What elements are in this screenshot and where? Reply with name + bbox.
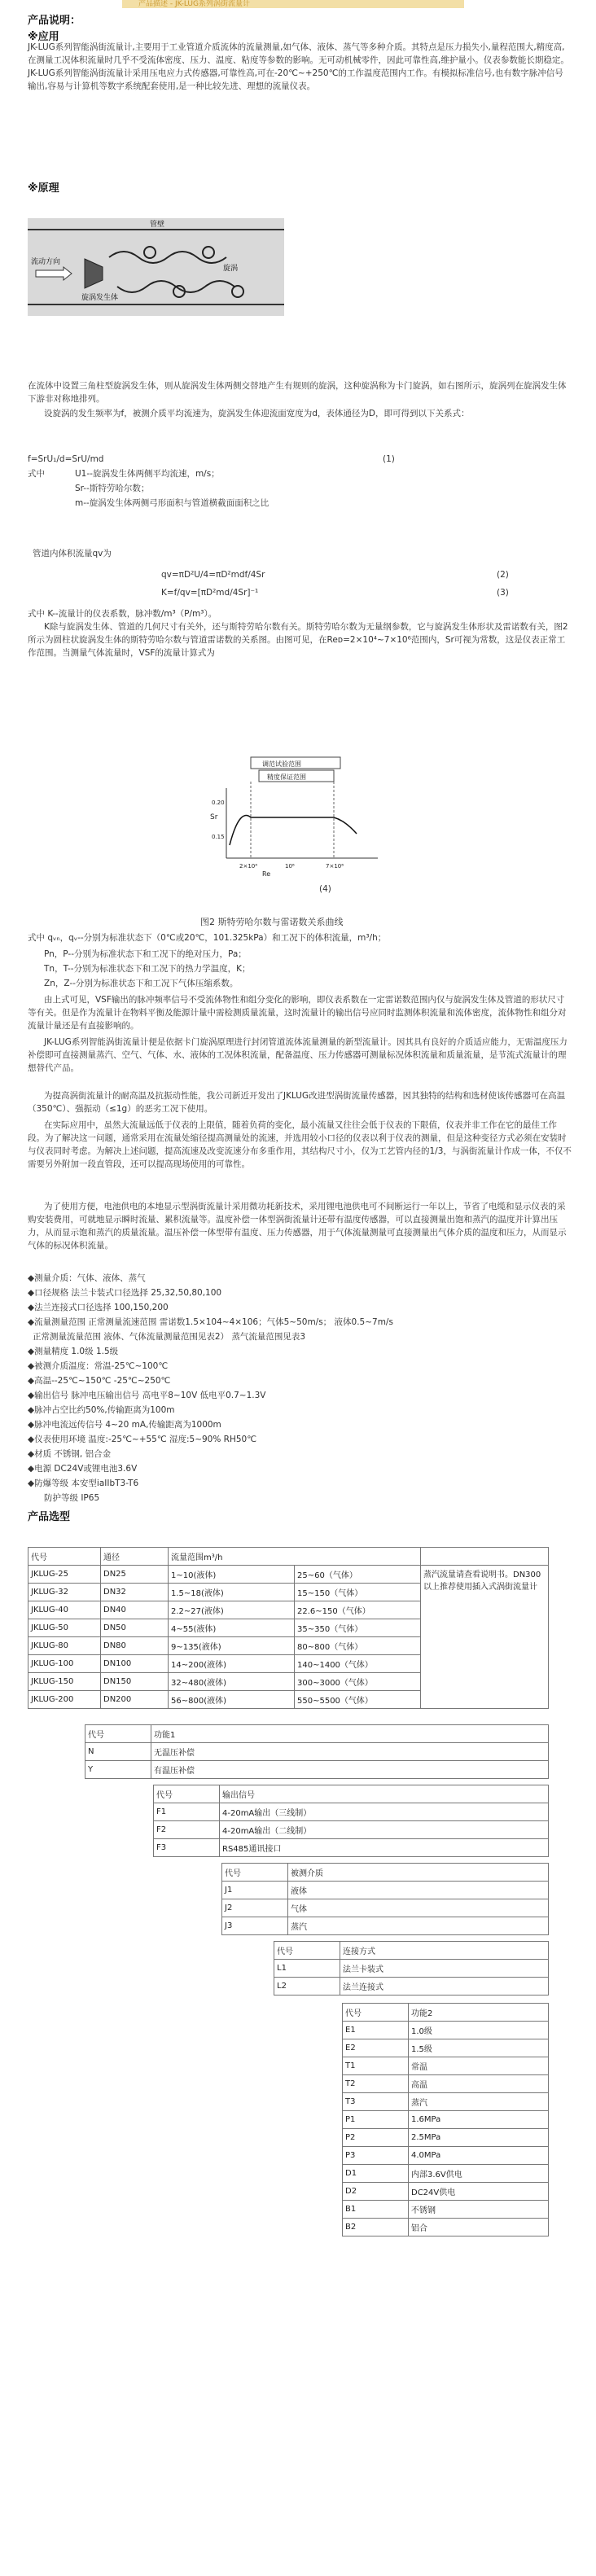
spec-11: ◆脉冲电流远传信号 4~20 mA,传输距离为1000m xyxy=(28,1420,221,1430)
pipe-wall-label: 管壁 xyxy=(150,221,165,229)
flow-arrow-icon xyxy=(36,267,72,280)
function2-table xyxy=(342,2003,549,2236)
var-z: Zn，Z--分别为标准状态下和工况下气体压缩系数。 xyxy=(44,979,239,988)
table-cell: 56~800(液体) xyxy=(169,1691,295,1709)
principle-paragraph-4: K除与旋涡发生体、管道的几何尺寸有关外，还与斯特劳哈尔数有关。斯特劳哈尔数为无量纲参数，它与旋涡发生体形状及雷诺数有关，图2所示为圆柱状旋涡发生体的斯特劳哈尔数与管道雷诺数的关系图。由图可见，在Reᴅ=2×10⁴~7×10⁶范围内，Sr可视为常数，这是仪表正常工作范围。当测量气体流量时，VSF的流量计算式为 xyxy=(28,622,568,658)
table-row xyxy=(343,2147,549,2165)
table-cell: DN80 xyxy=(101,1637,169,1655)
table-cell: 蒸汽 xyxy=(409,2093,549,2111)
spec-15: ◆防爆等级 本安型iaIIbT3-T6 xyxy=(28,1479,139,1488)
table-cell: 不锈钢 xyxy=(409,2201,549,2219)
table-cell: T1 xyxy=(343,2057,409,2075)
table-cell: J3 xyxy=(222,1917,288,1935)
table-cell: 4.0MPa xyxy=(409,2147,549,2165)
table-cell: 80~800（气体） xyxy=(295,1637,421,1655)
selection-header-row xyxy=(28,1548,549,1566)
generator-label: 旋涡发生体 xyxy=(81,294,119,302)
table-cell: 25~60（气体） xyxy=(295,1566,421,1584)
table-row xyxy=(274,1978,549,1996)
spec-12: ◆仪表使用环境 温度:-25℃~+55℃ 湿度:5~90% RH50℃ xyxy=(28,1435,257,1444)
where-item-2: Sr--斯特劳哈尔数； xyxy=(75,484,150,493)
table-row xyxy=(343,2004,549,2022)
table-cell: L1 xyxy=(274,1960,340,1978)
table-cell: JKLUG-40 xyxy=(28,1601,101,1619)
table-cell: T2 xyxy=(343,2075,409,2093)
vortex-label: 旋涡 xyxy=(223,265,239,273)
table-cell: 功能1 xyxy=(151,1725,549,1743)
table-cell: 22.6~150（气体） xyxy=(295,1601,421,1619)
table-cell: P2 xyxy=(343,2129,409,2147)
table-cell: F3 xyxy=(154,1839,220,1857)
table-cell: 蒸汽 xyxy=(288,1917,549,1935)
table-row xyxy=(85,1761,549,1779)
chart-x-tick-2: 10⁶ xyxy=(285,863,295,870)
spec-6: ◆测量精度 1.0级 1.5级 xyxy=(28,1347,119,1356)
table-cell: D1 xyxy=(343,2165,409,2183)
table-cell: 被测介质 xyxy=(288,1864,549,1882)
sel-head-range: 流量范围m³/h xyxy=(169,1548,421,1566)
table-row xyxy=(343,2022,549,2039)
table-cell: F1 xyxy=(154,1803,220,1821)
table-cell: DN40 xyxy=(101,1601,169,1619)
chart-y-tick-2: 0.15 xyxy=(212,834,225,840)
table-cell: F2 xyxy=(154,1821,220,1839)
table-row xyxy=(343,2039,549,2057)
table-row xyxy=(343,2219,549,2236)
table-cell: L2 xyxy=(274,1978,340,1996)
table-row xyxy=(85,1743,549,1761)
table-cell: 9~135(液体) xyxy=(169,1637,295,1655)
table-row xyxy=(343,2201,549,2219)
table-cell: B1 xyxy=(343,2201,409,2219)
selection-table xyxy=(28,1547,549,1709)
table-row xyxy=(343,2075,549,2093)
sel-head-note xyxy=(421,1548,549,1566)
vortex-generator-icon xyxy=(85,259,103,288)
formula-3: K=f/qv=[πD²md/4Sr]⁻¹ xyxy=(161,588,259,598)
table-cell: 内部3.6V供电 xyxy=(409,2165,549,2183)
formula-2: qv=πD²U/4=πD²mdf/4Sr xyxy=(161,570,265,580)
table-cell: 连接方式 xyxy=(340,1942,549,1960)
chart-y-tick-1: 0.20 xyxy=(212,800,225,806)
spec-9: ◆输出信号 脉冲电压输出信号 高电平8~10V 低电平0.7~1.3V xyxy=(28,1391,266,1400)
spec-5: 正常测量流量范围 液体、气体流量测量范围见表2） 蒸气流量范围见表3 xyxy=(33,1332,306,1342)
principle-paragraph-10: 为了使用方便，电池供电的本地显示型涡街流量计采用微功耗新技术，采用锂电池供电可不间断运行一年以上，节省了电缆和显示仪表的采购安装费用，可就地显示瞬时流量、累积流量等。温度补偿一体型涡街流量计还带有温度传感器，可以直接测量出饱和蒸汽的温度并计算出压力，从而显示饱和蒸汽的质量流量。温压补偿一体型带有温度、压力传感器，用于气体流量测量可直接测量出气体介质的温度和压力，从而显示气体的标况体积流量。 xyxy=(28,1202,567,1251)
principle-paragraph-9: 在实际应用中，虽然大流量远低于仪表的上限值，随着负荷的变化，最小流量又往往会低于仪表的下限值，仪表并非工作在它的最佳工作段。为了解决这一问题，通常采用在流量处缩径提高测量处的流速，并选用较小口径的仪表以利于仪表的测量，但是这种变径方式必须在安装时与仪表同时考虑。为解决上述问题，提高流速及改变流速分布多重作用，其结构尺寸小，仅为工艺管内径的1/3，与涡街流量计作成一体，不仅不需要另外附加一段直管段，还可以提高现场使用的可靠性。 xyxy=(28,1120,572,1169)
sel-head-code: 代号 xyxy=(28,1548,101,1566)
chart-y-axis-label: Sr xyxy=(210,813,218,821)
table-cell: 300~3000（气体） xyxy=(295,1673,421,1691)
spec-7: ◆被测介质温度：常温-25℃~100℃ xyxy=(28,1361,169,1371)
table-cell: 无温压补偿 xyxy=(151,1743,549,1761)
table-cell: DN25 xyxy=(101,1566,169,1584)
spec-16: 防护等级 IP65 xyxy=(44,1493,100,1503)
table-row xyxy=(343,2129,549,2147)
table-cell: 代号 xyxy=(343,2004,409,2022)
table-cell: Y xyxy=(85,1761,151,1779)
where-label: 式中 xyxy=(28,469,45,479)
principle-paragraph-1: 在流体中设置三角柱型旋涡发生体，则从旋涡发生体两侧交替地产生有规则的旋涡，这种旋涡称为卡门旋涡，如右图所示，旋涡列在旋涡发生体下游非对称地排列。 xyxy=(28,381,567,404)
table-cell: 1~10(液体) xyxy=(169,1566,295,1584)
principle-paragraph-2: 设旋涡的发生频率为f，被测介质平均流速为，旋涡发生体迎流面宽度为d，表体通径为D，即可得到以下关系式： xyxy=(44,409,470,418)
spec-10: ◆脉冲占空比约50%,传输距离为100m xyxy=(28,1405,175,1415)
table-row xyxy=(343,2057,549,2075)
formula-4-number: (4) xyxy=(319,884,331,894)
table-cell: JKLUG-200 xyxy=(28,1691,101,1709)
strouhal-reynolds-chart xyxy=(194,747,389,878)
use-paragraph: JK-LUG系列智能涡街流量计,主要用于工业管道介质流体的流量测量,如气体、液体、蒸气等多种介质。其特点是压力损失小,量程范围大,精度高,在测量工况体积流量时几乎不受流体密度、压力、温度、粘度等参数的影响。无可动机械零件，因此可靠性高,维护量小。仪表参数能长期稳定。JK-LUG系列智能涡街流量计采用压电应力式传感器,可靠性高,可在-20℃~+250℃的工作温度范围内工作。有模拟标准信号,也有数字脉冲信号输出,容易与计算机等数字系统配套使用,是一种比较先进、理想的流量仪表。 xyxy=(28,42,569,91)
table-cell: E1 xyxy=(343,2022,409,2039)
table-cell: 1.5~18(液体) xyxy=(169,1584,295,1601)
spec-2: ◆口径规格 法兰卡装式口径选择 25,32,50,80,100 xyxy=(28,1288,222,1298)
table-row xyxy=(343,2093,549,2111)
table-row xyxy=(28,1566,549,1584)
table-cell: 1.0级 xyxy=(409,2022,549,2039)
table-cell: DN150 xyxy=(101,1673,169,1691)
table-cell: JKLUG-100 xyxy=(28,1655,101,1673)
table-cell: JKLUG-25 xyxy=(28,1566,101,1584)
table-cell: 液体 xyxy=(288,1882,549,1899)
spec-3: ◆法兰连接式口径选择 100,150,200 xyxy=(28,1303,169,1312)
table-cell: 4~55(液体) xyxy=(169,1619,295,1637)
connection-table xyxy=(274,1941,549,1996)
chart-bottom-box-label: 精度保证范围 xyxy=(267,773,306,781)
table-cell: 4-20mA输出（二线制） xyxy=(220,1821,549,1839)
table-row xyxy=(343,2183,549,2201)
chart-x-axis-label: Re xyxy=(262,870,271,878)
table-cell: 14~200(液体) xyxy=(169,1655,295,1673)
vortex-diagram xyxy=(28,218,284,316)
table-cell: 1.5级 xyxy=(409,2039,549,2057)
table-row xyxy=(343,2111,549,2129)
spec-8: ◆高温--25℃~150℃ -25℃~250℃ xyxy=(28,1376,171,1386)
table-row xyxy=(85,1725,549,1743)
table-cell: 2.5MPa xyxy=(409,2129,549,2147)
strouhal-curve xyxy=(230,816,357,845)
principle-paragraph-6: 由上式可见，VSF输出的脉冲频率信号不受流体物性和组分变化的影响，即仪表系数在一定雷诺数范围内仅与旋涡发生体及管道的形状尺寸等有关。但是作为流量计在物料平衡及能源计量中需检测质量流量，这时流量计的输出信号应同时监测体积流量和流体密度，流体物性和组分对流量计量还是有直接影响的。 xyxy=(28,995,567,1031)
table-cell: 4-20mA输出（三线制） xyxy=(220,1803,549,1821)
table-cell: B2 xyxy=(343,2219,409,2236)
table-cell: DN50 xyxy=(101,1619,169,1637)
formula-3-number: (3) xyxy=(497,588,509,598)
table-cell: N xyxy=(85,1743,151,1761)
table-cell: 代号 xyxy=(274,1942,340,1960)
table-cell: D2 xyxy=(343,2183,409,2201)
table-cell: 气体 xyxy=(288,1899,549,1917)
table-cell: DN200 xyxy=(101,1691,169,1709)
flow-direction-label: 流动方向 xyxy=(31,258,61,266)
table-cell: T3 xyxy=(343,2093,409,2111)
table-row xyxy=(154,1821,549,1839)
principle-paragraph-8: 为提高涡街流量计的耐高温及抗振动性能，我公司新近开发出了JKLUG改进型涡街流量传感器，因其独特的结构和选材使该传感器可在高温（350℃）、强振动（≤1g）的恶劣工况下使用。 xyxy=(28,1091,566,1114)
top-banner xyxy=(122,0,464,8)
table-row xyxy=(222,1864,549,1882)
function1-table xyxy=(85,1724,549,1779)
table-row xyxy=(222,1882,549,1899)
output-table xyxy=(153,1785,549,1857)
table-cell: P1 xyxy=(343,2111,409,2129)
table-cell: DN32 xyxy=(101,1584,169,1601)
table-row xyxy=(154,1785,549,1803)
table-cell: J1 xyxy=(222,1882,288,1899)
table-cell: JKLUG-32 xyxy=(28,1584,101,1601)
table-cell: 常温 xyxy=(409,2057,549,2075)
table-cell: JKLUG-80 xyxy=(28,1637,101,1655)
table-cell: 140~1400（气体） xyxy=(295,1655,421,1673)
table-cell: E2 xyxy=(343,2039,409,2057)
table-cell: 2.2~27(液体) xyxy=(169,1601,295,1619)
section-principle-title: ※原理 xyxy=(28,182,59,195)
medium-table xyxy=(221,1863,549,1935)
var-t: Tn，T--分别为标准状态下和工况下的热力学温度，K； xyxy=(44,964,251,974)
qvn-definition: 式中 qᵥₙ，qᵥ--分别为标准状态下（0℃或20℃，101.325kPa）和工况下的体积流量，m³/h； xyxy=(28,933,387,943)
product-description-label: 产品说明： xyxy=(28,15,81,27)
spec-14: ◆电源 DC24V或锂电池3.6V xyxy=(28,1464,138,1474)
table-cell: 法兰卡装式 xyxy=(340,1960,549,1978)
table-cell: P3 xyxy=(343,2147,409,2165)
var-p: Pn，P--分别为标准状态下和工况下的绝对压力，Pa； xyxy=(44,949,247,959)
table-cell: 代号 xyxy=(222,1864,288,1882)
table-cell: 35~350（气体） xyxy=(295,1619,421,1637)
table-cell: DN100 xyxy=(101,1655,169,1673)
table-cell: 输出信号 xyxy=(220,1785,549,1803)
table-row xyxy=(222,1899,549,1917)
principle-paragraph-7: JK-LUG系列智能涡街流量计便是依据卡门旋涡原理进行封闭管道流体流量测量的新型流量计。因其具有良好的介质适应能力，无需温度压力补偿即可直接测量蒸汽、空气、气体、水、液体的工况体积流量，配备温度、压力传感器可测量标况体积流量和质量流量，是节流式流量计的理想替代产品。 xyxy=(28,1037,568,1073)
table-row xyxy=(154,1839,549,1857)
figure-2-caption: 图2 斯特劳哈尔数与雷诺数关系曲线 xyxy=(200,917,344,927)
table-row xyxy=(222,1917,549,1935)
table-row xyxy=(343,2165,549,2183)
spec-4: ◆流量测量范围 正常测量流速范围 雷诺数1.5×104~4×106；气体5~50m/s； 液体0.5~7m/s xyxy=(28,1317,393,1327)
k-definition: 式中 K--流量计的仪表系数，脉冲数/m³（P/m³）。 xyxy=(28,609,217,619)
chart-top-box-label: 调范试验范围 xyxy=(262,760,301,768)
table-cell: 有温压补偿 xyxy=(151,1761,549,1779)
table-cell: 代号 xyxy=(85,1725,151,1743)
table-cell: J2 xyxy=(222,1899,288,1917)
table-cell: 32~480(液体) xyxy=(169,1673,295,1691)
banner-text: 产品描述 - JK-LUG系列涡街流量计 xyxy=(138,0,250,8)
table-cell: RS485通讯接口 xyxy=(220,1839,549,1857)
selection-note: 蒸汽流量请查看说明书。DN300以上推荐使用插入式涡街流量计 xyxy=(421,1566,549,1709)
section-use-title: ※应用 xyxy=(28,31,59,43)
formula-2-number: (2) xyxy=(497,570,509,580)
spec-13: ◆材质 不锈钢, 铝合金 xyxy=(28,1449,112,1459)
chart-x-tick-1: 2×10⁴ xyxy=(239,863,258,870)
table-cell: 高温 xyxy=(409,2075,549,2093)
formula-1-number: (1) xyxy=(383,454,395,464)
formula-1: f=SrU₁/d=SrU/md xyxy=(28,454,104,464)
table-cell: 代号 xyxy=(154,1785,220,1803)
spec-1: ◆测量介质：气体、液体、蒸气 xyxy=(28,1273,146,1283)
table-cell: 法兰连接式 xyxy=(340,1978,549,1996)
table-cell: 15~150（气体） xyxy=(295,1584,421,1601)
where-item-1: U1--旋涡发生体两侧平均流速，m/s； xyxy=(75,469,220,479)
selection-title: 产品选型 xyxy=(28,1511,71,1523)
sel-head-diameter: 通径 xyxy=(101,1548,169,1566)
table-cell: JKLUG-50 xyxy=(28,1619,101,1637)
table-cell: 铝合 xyxy=(409,2219,549,2236)
where-item-3: m--旋涡发生体两侧弓形面积与管道横截面面积之比 xyxy=(75,498,270,508)
table-row xyxy=(154,1803,549,1821)
table-row xyxy=(274,1942,549,1960)
table-row xyxy=(274,1960,549,1978)
table-cell: JKLUG-150 xyxy=(28,1673,101,1691)
qv-title: 管道内体积流量qv为 xyxy=(33,549,112,559)
table-cell: DC24V供电 xyxy=(409,2183,549,2201)
table-cell: 550~5500（气体） xyxy=(295,1691,421,1709)
table-cell: 功能2 xyxy=(409,2004,549,2022)
chart-x-tick-3: 7×10⁶ xyxy=(326,863,344,870)
table-cell: 1.6MPa xyxy=(409,2111,549,2129)
